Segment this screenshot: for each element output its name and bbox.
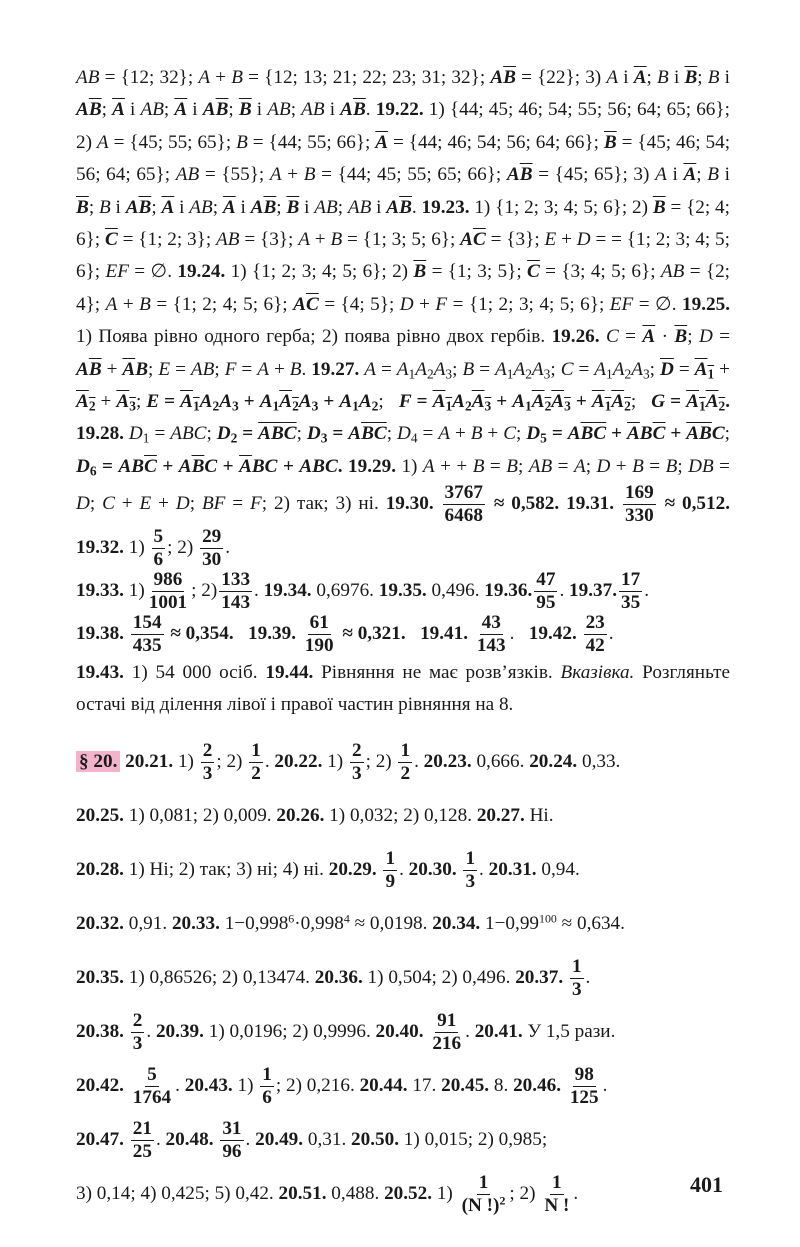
fraction: $\frac{1}{6}$: [262, 1064, 272, 1109]
fraction: $\frac{31}{96}$: [222, 1118, 242, 1163]
fraction: $\frac{61}{190}$: [304, 612, 334, 657]
fraction: $\frac{1}{3}$: [571, 956, 582, 1001]
fraction: $\frac{3767}{6468}$: [444, 482, 483, 527]
page-number: 401: [690, 1172, 723, 1197]
fraction: $\frac{2}{3}$: [132, 1010, 143, 1055]
fraction: $\frac{1}{2}$: [251, 740, 261, 785]
fraction: $\frac{1}{3}$: [465, 848, 476, 893]
fraction: $\frac{23}{42}$: [585, 612, 605, 657]
fraction: $\frac{5}{1764}$: [132, 1064, 172, 1109]
fraction: $\frac{154}{435}$: [132, 612, 162, 657]
fraction: $\frac{169}{330}$: [624, 482, 654, 527]
fraction: $\frac{1}{2}$: [400, 740, 411, 785]
fraction: $\frac{5}{6}$: [153, 525, 164, 570]
fraction: $\frac{29}{30}$: [202, 525, 222, 570]
fraction: $\frac{2}{3}$: [202, 740, 213, 785]
fraction: $\frac{91}{216}$: [432, 1010, 462, 1055]
answers-section-19: AB = {12; 32}; A + B = {12; 13; 21; 22; 23; 31; 32}; $A\overline{B} = \{22\}$; 3) A і $\overline{A}$; B і $\overline{B}$; B і $A\overline{B}$; $\overline{A}$ і AB; $\overline{A}$ і $A\overline{B}$; $\overline{B}$ і AB; AB і $A\overline{B}$. 19.22. 1) {44; 45; 46; 54; 55; 56; 64; 65; 66}; 2) A = {45; 55; 65}; B = {44; 55; 66}; $\overline{A} = \{44$; 46; 54; 56; 64; 66}; $\overline{B} = \{45$; 46; 54; 56; 64; 65}; AB = {55}; A + B = {44; 45; 55; 65; 66}; $A\overline{B} = \{45$; 65}; 3) A і $\overline{A}$; B і $\overline{B}$; B і $A\overline{B}$; $\overline{A}$ і AB; $\overline{A}$ і $A\overline{B}$; $\overline{B}$ і AB; AB і $A\overline{B}$. 19.23. 1) {1; 2; 3; 4; 5; 6}; 2) $\overline{B} = \{2$; 4; 6}; $\overline{C} = \{1$; 2; 3}; AB = {3}; A + B = {1; 3; 5; 6}; $A\overline{C} = \{3\}$; E + D = = {1; 2; 3; 4; 5; 6}; EF = ∅. 19.24. 1) {1; 2; 3; 4; 5; 6}; 2) $\overline{B} = \{1$; 3; 5}; $\overline{C} = \{3$; 4; 5; 6}; AB = {2; 4}; A + B = {1; 2; 4; 5; 6}; $A\overline{C} = \{4$; 5}; D + F = {1; 2; 3; 4; 5; 6}; EF = ∅. 19.25. 1) Поява рівно одного герба; 2) поява рівно двох гербів. 19.26. $C = \overline{A} \cdot \overline{B}$; $D = A\overline{B} + \overline{A}B$; E = AB; F = A + B. 19.27. $A = A_1A_2A_3$; $B = A_1A_2A_3$; $C = A_1A_2A_3$; $\overline{D} = A_1 + A_2 + A_3$; $E = A_1A_2A_3 + A_1A_2A_3 + A_1A_2$; $F = A_1A_2A_3 + A_1A_2A_3 + A_1A_2$; $G = A_1A_2$. 19.28. $D_1$ = ABC; $D_2 = \overline{A}\overline{B}\overline{C}$; $D_3 = A\overline{B}\overline{C}$; $D_4 = A + B + C$; $D_5 = A\overline{B}\overline{C} + \overline{A}B\overline{C} + \overline{A}\overline{B}C$; $D_6 = AB\overline{C} + A\overline{B}C + \overline{A}BC$ + ABC. 19.29. 1) A + + B = B; AB = A; D + B = B; DB = D; C + E + D; BF = F; 2) так; 3) ні. 19.30. $\frac{3767}{6468}$ ≈ 0,582. 19.31. $\frac{169}{330}$ ≈ 0,512. 19.32. 1) $\frac{5}{6}$ ; 2) $\frac{29}{30}$ . 19.33. 1) $\frac{986}{1001}$ ; 2) $\frac{133}{143}$ . 19.34. 0,6976. 19.35. 0,496. 19.36. $\frac{47}{95}$ . 19.37. $\frac{17}{35}$ . 19.38. $\frac{154}{435}$ ≈ 0,354. 19.39. $\frac{61}{190}$ ≈ 0,321. 19.41. $\frac{43}{143}$ . 19.42. $\frac{23}{42}$ . 19.43. 1) 54 000 осіб. 19.44. Рівняння не має розв’язків. Вказівка. Розгляньте остачі від ділення лівої і правої частин рівняння на 8.: [76, 67, 731, 715]
answers-content: [76, 62, 730, 1241]
fraction: $\frac{1}{N !}$: [544, 1172, 570, 1217]
fraction: $\frac{17}{35}$: [621, 568, 641, 614]
fraction: $\frac{21}{25}$: [132, 1118, 152, 1163]
fraction: $\frac{47}{95}$: [536, 568, 556, 614]
fraction: $\frac{1}{(N !)^2}$: [461, 1172, 506, 1217]
fraction: $\frac{986}{1001}$: [148, 568, 188, 614]
section-marker: § 20.: [76, 751, 120, 772]
fraction: $\frac{133}{143}$: [221, 568, 251, 614]
answers-section-20: § 20. 20.21. 1) $\frac{2}{3}$ ; 2) $\frac{1}{2}$ . 20.22. 1) $\frac{2}{3}$ ; 2) $\frac{1}{2}$ . 20.23. 0,666. 20.24. 0,33. 20.25. 1) 0,081; 2) 0,009. 20.26. 1) 0,032; 2) 0,128. 20.27. Ні. 20.28. 1) Ні; 2) так; 3) ні; 4) ні. 20.29. $\frac{1}{9}$ . 20.30. $\frac{1}{3}$ . 20.31. 0,94. 20.32. 0,91. 20.33. $1-0,998^6\cdot 0,998^4 \approx 0,0198$. 20.34. $1-0,99^{100} \approx 0,634$. 20.35. 1) 0,86526; 2) 0,13474. 20.36. 1) 0,504; 2) 0,496. 20.37. $\frac{1}{3}$ . 20.38. $\frac{2}{3}$ . 20.39. 1) 0,0196; 2) 0,9996. 20.40. $\frac{91}{216}$ . 20.41. У 1,5 рази. 20.42. $\frac{5}{1764}$ . 20.43. 1) $\frac{1}{6}$ ; 2) 0,216. 20.44. 17. 20.45. 8. 20.46. $\frac{98}{125}$ . 20.47. $\frac{21}{25}$ . 20.48. $\frac{31}{96}$ . 20.49. 0,31. 20.50. 1) 0,015; 2) 0,985; 3) 0,14; 4) 0,425; 5) 0,42. 20.51. 0,488. 20.52. 1) $\frac{1}{(N !)^2}$ ; 2) $\frac{1}{N !}$ .: [76, 740, 625, 1217]
fraction: $\frac{1}{9}$: [385, 848, 396, 893]
fraction: $\frac{43}{143}$: [476, 612, 506, 657]
fraction: $\frac{2}{3}$: [351, 740, 362, 785]
fraction: $\frac{98}{125}$: [569, 1064, 599, 1109]
